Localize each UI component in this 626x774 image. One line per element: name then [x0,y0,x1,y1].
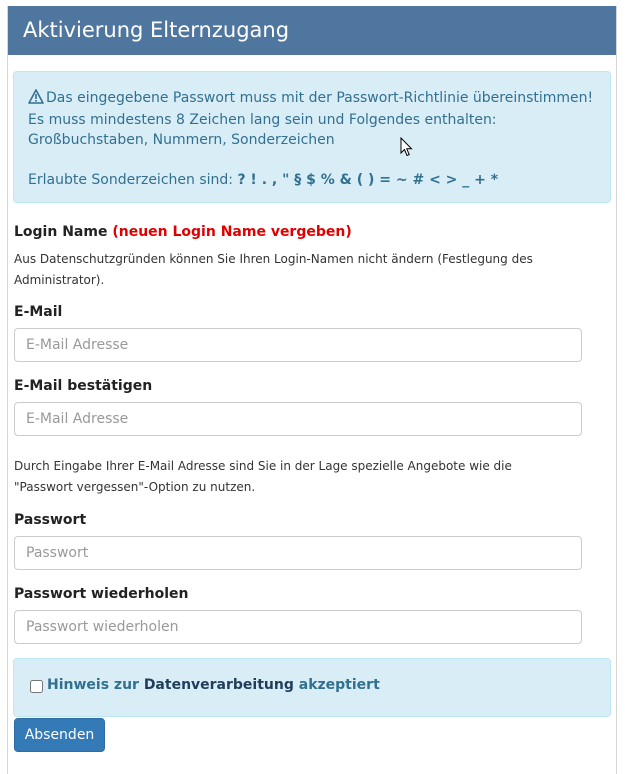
password-policy-alert [13,71,611,203]
email-input[interactable] [14,328,582,362]
email-confirm-label: E-Mail bestätigen [14,378,153,394]
password-repeat-input[interactable] [14,610,582,644]
data-processing-link[interactable]: Datenverarbeitung [143,677,294,693]
consent-label[interactable]: Hinweis zur Datenverarbeitung akzeptiert [47,677,380,693]
consent-box [13,658,611,717]
password-label: Passwort [14,512,87,528]
allowed-chars-value: ? ! . , " § $ % & ( ) = ~ # < > _ + * [237,172,499,188]
warning-icon [28,89,44,110]
email-help: Durch Eingabe Ihrer E-Mail Adresse sind Sie in der Lage spezielle Angebote wie die "Passwort vergessen"-Option zu nutzen. [14,459,512,494]
email-label: E-Mail [14,304,63,320]
login-name-help: Aus Datenschutzgründen können Sie Ihren Login-Namen nicht ändern (Festlegung des Administrator). [14,252,533,287]
email-confirm-input[interactable] [14,402,582,436]
page-title: Aktivierung Elternzugang [23,18,290,42]
mouse-cursor-icon [400,137,414,161]
password-repeat-label: Passwort wiederholen [14,586,189,602]
alert-line-1: Das eingegebene Passwort muss mit der Passwort-Richtlinie übereinstimmen! [46,90,594,106]
login-name-label: Login Name (neuen Login Name vergeben) [14,224,352,240]
page-frame [7,6,617,774]
alert-line-3: Großbuchstaben, Nummern, Sonderzeichen [28,132,335,148]
consent-checkbox[interactable] [30,680,43,693]
allowed-chars-label: Erlaubte Sonderzeichen sind: [28,172,238,188]
page-header [8,6,616,55]
login-name-hint: (neuen Login Name vergeben) [112,224,352,240]
submit-button[interactable]: Absenden [14,718,105,752]
password-input[interactable] [14,536,582,570]
alert-line-2: Es muss mindestens 8 Zeichen lang sein und Folgendes enthalten: [28,112,497,128]
